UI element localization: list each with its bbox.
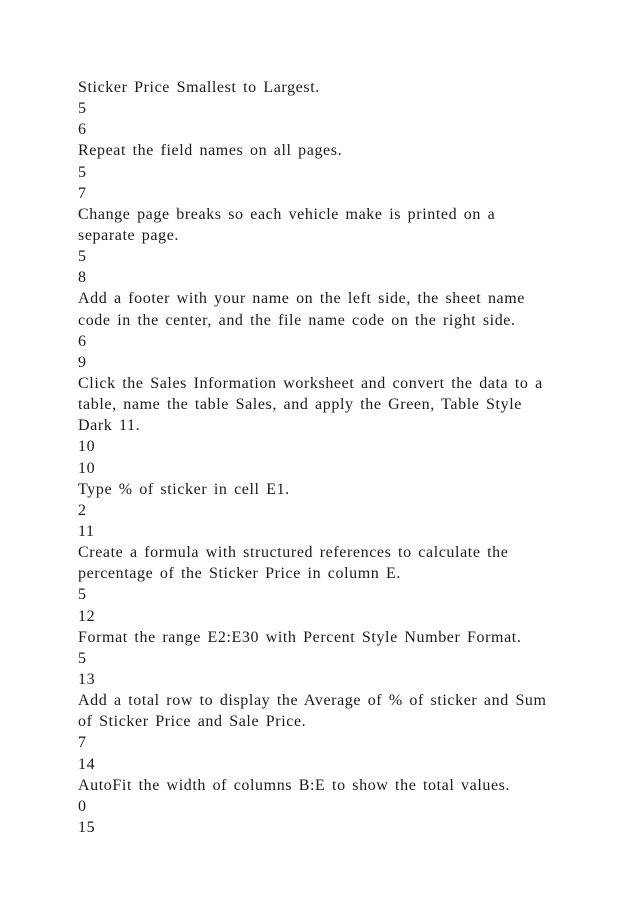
text-line: 9 [78, 353, 87, 371]
text-line: 5 [78, 586, 87, 604]
text-line: code in the center, and the file name code on the right side. [78, 311, 516, 329]
text-line: separate page. [78, 226, 180, 244]
text-line: 5 [78, 100, 87, 118]
text-line: 7 [78, 734, 87, 752]
text-line: 12 [78, 607, 96, 625]
text-line: Type % of sticker in cell E1. [78, 480, 290, 498]
text-line: Click the Sales Information worksheet and convert the data to a [78, 374, 543, 392]
text-line: 14 [78, 755, 96, 773]
text-line: Format the range E2:E30 with Percent Style Number Format. [78, 628, 522, 646]
text-line: Dark 11. [78, 417, 141, 435]
text-line: Sticker Price Smallest to Largest. [78, 79, 320, 96]
text-line: 6 [78, 332, 87, 350]
text-line: 8 [78, 269, 87, 287]
text-line: 5 [78, 163, 87, 181]
text-line: 0 [78, 797, 87, 815]
text-line: percentage of the Sticker Price in column E. [78, 565, 401, 583]
text-line: table, name the table Sales, and apply the Green, Table Style [78, 396, 522, 414]
text-line: 2 [78, 501, 87, 519]
text-line: 11 [78, 522, 95, 540]
text-line: of Sticker Price and Sale Price. [78, 713, 307, 731]
text-line: 5 [78, 649, 87, 667]
document-body [78, 77, 578, 838]
text-line: Create a formula with structured references to calculate the [78, 544, 509, 562]
text-line: 10 [78, 459, 96, 477]
text-line: 6 [78, 121, 87, 139]
text-line: 7 [78, 184, 87, 202]
text-line: 15 [78, 818, 96, 836]
text-line: Add a total row to display the Average of % of sticker and Sum [78, 692, 547, 710]
text-line: 10 [78, 438, 96, 456]
text-line: Add a footer with your name on the left side, the sheet name [78, 290, 525, 308]
text-line: AutoFit the width of columns B:E to show the total values. [78, 776, 511, 794]
text-line: Change page breaks so each vehicle make is printed on a [78, 205, 496, 223]
text-line: Repeat the field names on all pages. [78, 142, 343, 160]
text-line: 13 [78, 670, 96, 688]
text-line: 5 [78, 248, 87, 266]
